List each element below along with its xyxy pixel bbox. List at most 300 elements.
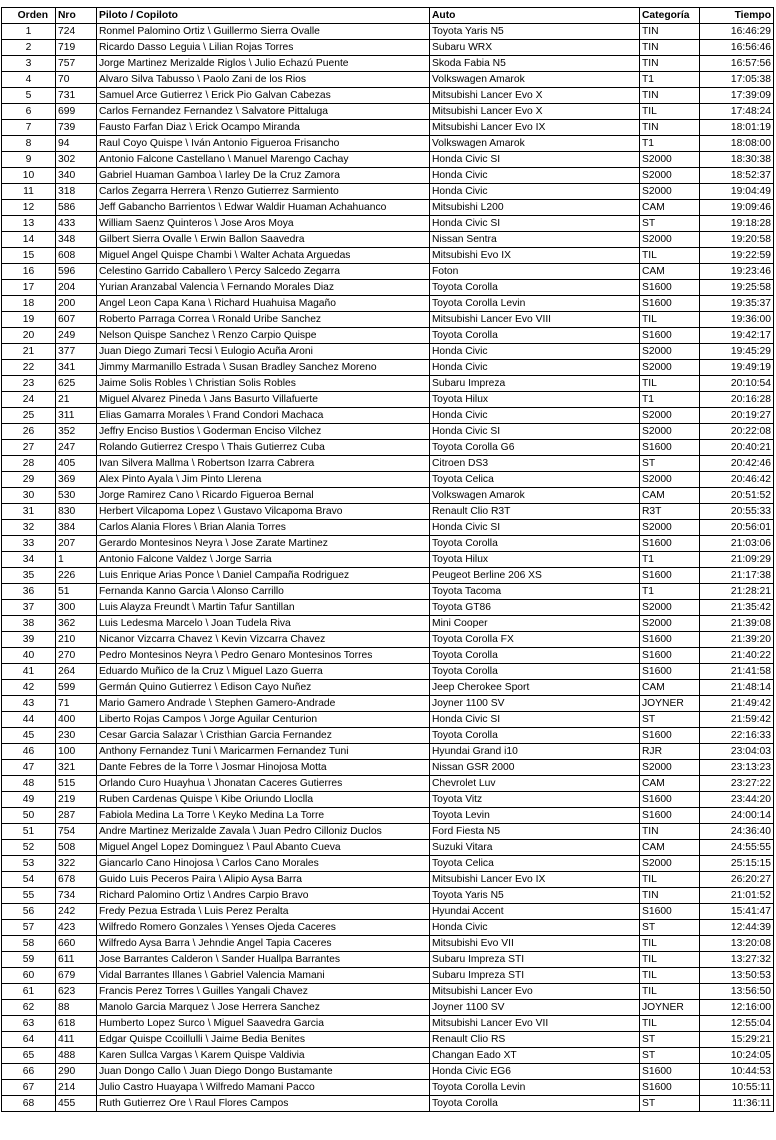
cell-nro: 754 <box>56 824 97 840</box>
cell-nro: 611 <box>56 952 97 968</box>
cell-tiempo: 17:39:09 <box>700 88 774 104</box>
cell-auto: Toyota Corolla FX <box>430 632 640 648</box>
cell-categoria: CAM <box>640 776 700 792</box>
cell-tiempo: 19:35:37 <box>700 296 774 312</box>
cell-tiempo: 17:05:38 <box>700 72 774 88</box>
cell-categoria: TIL <box>640 248 700 264</box>
cell-piloto-copiloto: Giancarlo Cano Hinojosa \ Carlos Cano Morales <box>97 856 430 872</box>
table-row <box>2 1000 774 1016</box>
cell-orden: 2 <box>2 40 56 56</box>
table-row <box>2 232 774 248</box>
cell-orden: 46 <box>2 744 56 760</box>
cell-nro: 488 <box>56 1048 97 1064</box>
header-orden: Orden <box>2 8 56 24</box>
cell-tiempo: 17:48:24 <box>700 104 774 120</box>
cell-nro: 287 <box>56 808 97 824</box>
cell-nro: 362 <box>56 616 97 632</box>
cell-orden: 68 <box>2 1096 56 1112</box>
cell-nro: 1 <box>56 552 97 568</box>
cell-piloto-copiloto: Nelson Quispe Sanchez \ Renzo Carpio Quispe <box>97 328 430 344</box>
cell-auto: Toyota GT86 <box>430 600 640 616</box>
cell-tiempo: 12:44:39 <box>700 920 774 936</box>
cell-auto: Nissan GSR 2000 <box>430 760 640 776</box>
cell-auto: Toyota Corolla <box>430 664 640 680</box>
table-row <box>2 264 774 280</box>
cell-orden: 12 <box>2 200 56 216</box>
table-row <box>2 424 774 440</box>
cell-categoria: TIL <box>640 104 700 120</box>
cell-piloto-copiloto: Juan Diego Zumari Tecsi \ Eulogio Acuña Aroni <box>97 344 430 360</box>
cell-tiempo: 21:35:42 <box>700 600 774 616</box>
cell-nro: 270 <box>56 648 97 664</box>
header-nro: Nro <box>56 8 97 24</box>
cell-tiempo: 18:52:37 <box>700 168 774 184</box>
table-row <box>2 520 774 536</box>
cell-nro: 678 <box>56 872 97 888</box>
cell-auto: Joyner 1100 SV <box>430 696 640 712</box>
cell-nro: 596 <box>56 264 97 280</box>
cell-auto: Chevrolet Luv <box>430 776 640 792</box>
cell-tiempo: 19:45:29 <box>700 344 774 360</box>
cell-tiempo: 21:03:06 <box>700 536 774 552</box>
cell-auto: Renault Clio RS <box>430 1032 640 1048</box>
cell-tiempo: 19:25:58 <box>700 280 774 296</box>
cell-nro: 290 <box>56 1064 97 1080</box>
cell-tiempo: 21:01:52 <box>700 888 774 904</box>
cell-orden: 5 <box>2 88 56 104</box>
cell-categoria: TIN <box>640 120 700 136</box>
cell-categoria: T1 <box>640 392 700 408</box>
table-row <box>2 504 774 520</box>
cell-piloto-copiloto: Orlando Curo Huayhua \ Jhonatan Caceres Gutierres <box>97 776 430 792</box>
cell-tiempo: 10:55:11 <box>700 1080 774 1096</box>
table-row <box>2 152 774 168</box>
cell-categoria: JOYNER <box>640 696 700 712</box>
cell-categoria: S1600 <box>640 904 700 920</box>
cell-tiempo: 21:40:22 <box>700 648 774 664</box>
cell-nro: 586 <box>56 200 97 216</box>
cell-nro: 660 <box>56 936 97 952</box>
cell-auto: Toyota Yaris N5 <box>430 24 640 40</box>
cell-nro: 94 <box>56 136 97 152</box>
cell-auto: Toyota Corolla <box>430 648 640 664</box>
cell-orden: 8 <box>2 136 56 152</box>
cell-orden: 4 <box>2 72 56 88</box>
cell-auto: Honda Civic SI <box>430 424 640 440</box>
cell-piloto-copiloto: Raul Coyo Quispe \ Iván Antonio Figueroa Frisancho <box>97 136 430 152</box>
table-row <box>2 376 774 392</box>
cell-tiempo: 19:18:28 <box>700 216 774 232</box>
cell-nro: 433 <box>56 216 97 232</box>
cell-categoria: S1600 <box>640 1080 700 1096</box>
cell-categoria: TIL <box>640 872 700 888</box>
cell-piloto-copiloto: Luis Alayza Freundt \ Martin Tafur Santillan <box>97 600 430 616</box>
table-row <box>2 296 774 312</box>
cell-nro: 455 <box>56 1096 97 1112</box>
cell-piloto-copiloto: Luis Ledesma Marcelo \ Joan Tudela Riva <box>97 616 430 632</box>
cell-nro: 219 <box>56 792 97 808</box>
cell-tiempo: 16:56:46 <box>700 40 774 56</box>
cell-categoria: S1600 <box>640 728 700 744</box>
cell-orden: 55 <box>2 888 56 904</box>
cell-auto: Honda Civic SI <box>430 712 640 728</box>
cell-piloto-copiloto: Edgar Quispe Ccoillulli \ Jaime Bedia Benites <box>97 1032 430 1048</box>
cell-orden: 31 <box>2 504 56 520</box>
table-row <box>2 1064 774 1080</box>
table-row <box>2 408 774 424</box>
cell-orden: 19 <box>2 312 56 328</box>
cell-categoria: S1600 <box>640 296 700 312</box>
cell-orden: 63 <box>2 1016 56 1032</box>
cell-piloto-copiloto: Jaime Solis Robles \ Christian Solis Robles <box>97 376 430 392</box>
table-row <box>2 216 774 232</box>
cell-piloto-copiloto: Luis Enrique Arias Ponce \ Daniel Campaña Rodriguez <box>97 568 430 584</box>
cell-categoria: S2000 <box>640 168 700 184</box>
cell-nro: 400 <box>56 712 97 728</box>
cell-nro: 423 <box>56 920 97 936</box>
cell-nro: 88 <box>56 1000 97 1016</box>
table-row <box>2 392 774 408</box>
cell-piloto-copiloto: Manolo Garcia Marquez \ Jose Herrera Sanchez <box>97 1000 430 1016</box>
cell-tiempo: 18:08:00 <box>700 136 774 152</box>
cell-tiempo: 20:42:46 <box>700 456 774 472</box>
table-header <box>2 8 774 24</box>
cell-piloto-copiloto: Fausto Farfan Diaz \ Erick Ocampo Miranda <box>97 120 430 136</box>
cell-piloto-copiloto: Miguel Angel Quispe Chambi \ Walter Achata Arguedas <box>97 248 430 264</box>
cell-categoria: S2000 <box>640 856 700 872</box>
cell-tiempo: 20:55:33 <box>700 504 774 520</box>
table-row <box>2 712 774 728</box>
cell-categoria: S2000 <box>640 520 700 536</box>
cell-piloto-copiloto: Ronmel Palomino Ortiz \ Guillermo Sierra Ovalle <box>97 24 430 40</box>
cell-piloto-copiloto: Gerardo Montesinos Neyra \ Jose Zarate Martinez <box>97 536 430 552</box>
cell-orden: 39 <box>2 632 56 648</box>
cell-nro: 405 <box>56 456 97 472</box>
cell-piloto-copiloto: Celestino Garrido Caballero \ Percy Salcedo Zegarra <box>97 264 430 280</box>
table-row <box>2 600 774 616</box>
cell-auto: Honda Civic EG6 <box>430 1064 640 1080</box>
table-row <box>2 904 774 920</box>
cell-categoria: TIN <box>640 40 700 56</box>
table-row <box>2 120 774 136</box>
header-row <box>2 8 774 24</box>
cell-piloto-copiloto: Antonio Falcone Castellano \ Manuel Marengo Cachay <box>97 152 430 168</box>
cell-tiempo: 10:44:53 <box>700 1064 774 1080</box>
cell-orden: 27 <box>2 440 56 456</box>
cell-orden: 9 <box>2 152 56 168</box>
cell-nro: 210 <box>56 632 97 648</box>
table-row <box>2 40 774 56</box>
cell-tiempo: 20:56:01 <box>700 520 774 536</box>
cell-piloto-copiloto: Carlos Zegarra Herrera \ Renzo Gutierrez Sarmiento <box>97 184 430 200</box>
cell-nro: 608 <box>56 248 97 264</box>
results-table <box>1 7 774 1112</box>
cell-nro: 204 <box>56 280 97 296</box>
cell-orden: 37 <box>2 600 56 616</box>
cell-auto: Honda Civic SI <box>430 520 640 536</box>
cell-tiempo: 11:36:11 <box>700 1096 774 1112</box>
cell-categoria: S1600 <box>640 280 700 296</box>
cell-tiempo: 19:36:00 <box>700 312 774 328</box>
cell-piloto-copiloto: Dante Febres de la Torre \ Josmar Hinojosa Motta <box>97 760 430 776</box>
cell-tiempo: 20:10:54 <box>700 376 774 392</box>
cell-piloto-copiloto: Juan Dongo Callo \ Juan Diego Dongo Bustamante <box>97 1064 430 1080</box>
cell-nro: 530 <box>56 488 97 504</box>
cell-orden: 18 <box>2 296 56 312</box>
table-row <box>2 840 774 856</box>
cell-categoria: TIN <box>640 56 700 72</box>
cell-orden: 1 <box>2 24 56 40</box>
table-row <box>2 280 774 296</box>
cell-categoria: CAM <box>640 840 700 856</box>
cell-auto: Peugeot Berline 206 XS <box>430 568 640 584</box>
cell-orden: 3 <box>2 56 56 72</box>
cell-tiempo: 24:55:55 <box>700 840 774 856</box>
cell-categoria: S2000 <box>640 152 700 168</box>
cell-tiempo: 20:46:42 <box>700 472 774 488</box>
cell-piloto-copiloto: Rolando Gutierrez Crespo \ Thais Gutierrez Cuba <box>97 440 430 456</box>
cell-orden: 30 <box>2 488 56 504</box>
cell-nro: 302 <box>56 152 97 168</box>
cell-categoria: TIN <box>640 88 700 104</box>
cell-nro: 623 <box>56 984 97 1000</box>
cell-orden: 65 <box>2 1048 56 1064</box>
table-row <box>2 792 774 808</box>
table-row <box>2 776 774 792</box>
table-row <box>2 536 774 552</box>
cell-orden: 40 <box>2 648 56 664</box>
cell-categoria: TIL <box>640 968 700 984</box>
cell-nro: 679 <box>56 968 97 984</box>
cell-tiempo: 21:28:21 <box>700 584 774 600</box>
cell-nro: 508 <box>56 840 97 856</box>
table-row <box>2 360 774 376</box>
cell-categoria: S1600 <box>640 792 700 808</box>
cell-nro: 247 <box>56 440 97 456</box>
cell-tiempo: 13:56:50 <box>700 984 774 1000</box>
cell-tiempo: 26:20:27 <box>700 872 774 888</box>
cell-tiempo: 16:57:56 <box>700 56 774 72</box>
cell-orden: 17 <box>2 280 56 296</box>
cell-categoria: TIL <box>640 376 700 392</box>
table-row <box>2 88 774 104</box>
cell-auto: Renault Clio R3T <box>430 504 640 520</box>
cell-auto: Honda Civic <box>430 184 640 200</box>
cell-piloto-copiloto: Jeff Gabancho Barrientos \ Edwar Waldir Huaman Achahuanco <box>97 200 430 216</box>
cell-categoria: S1600 <box>640 568 700 584</box>
cell-piloto-copiloto: Mario Gamero Andrade \ Stephen Gamero-Andrade <box>97 696 430 712</box>
cell-nro: 411 <box>56 1032 97 1048</box>
cell-orden: 26 <box>2 424 56 440</box>
cell-nro: 311 <box>56 408 97 424</box>
cell-orden: 38 <box>2 616 56 632</box>
cell-tiempo: 19:20:58 <box>700 232 774 248</box>
table-row <box>2 56 774 72</box>
cell-auto: Hyundai Accent <box>430 904 640 920</box>
cell-auto: Toyota Levin <box>430 808 640 824</box>
cell-auto: Toyota Hilux <box>430 392 640 408</box>
table-row <box>2 856 774 872</box>
cell-orden: 10 <box>2 168 56 184</box>
cell-piloto-copiloto: Carlos Fernandez Fernandez \ Salvatore Pittaluga <box>97 104 430 120</box>
cell-auto: Volkswagen Amarok <box>430 136 640 152</box>
cell-piloto-copiloto: Gilbert Sierra Ovalle \ Erwin Ballon Saavedra <box>97 232 430 248</box>
cell-auto: Subaru Impreza STI <box>430 968 640 984</box>
cell-orden: 20 <box>2 328 56 344</box>
cell-orden: 66 <box>2 1064 56 1080</box>
cell-auto: Mini Cooper <box>430 616 640 632</box>
cell-piloto-copiloto: Antonio Falcone Valdez \ Jorge Sarria <box>97 552 430 568</box>
cell-tiempo: 19:04:49 <box>700 184 774 200</box>
cell-auto: Toyota Hilux <box>430 552 640 568</box>
cell-nro: 739 <box>56 120 97 136</box>
table-row <box>2 440 774 456</box>
cell-nro: 51 <box>56 584 97 600</box>
header-tiempo: Tiempo <box>700 8 774 24</box>
cell-piloto-copiloto: Roberto Parraga Correa \ Ronald Uribe Sanchez <box>97 312 430 328</box>
cell-auto: Nissan Sentra <box>430 232 640 248</box>
table-row <box>2 488 774 504</box>
cell-auto: Suzuki Vitara <box>430 840 640 856</box>
cell-auto: Mitsubishi L200 <box>430 200 640 216</box>
cell-nro: 321 <box>56 760 97 776</box>
cell-nro: 377 <box>56 344 97 360</box>
cell-orden: 49 <box>2 792 56 808</box>
cell-nro: 249 <box>56 328 97 344</box>
cell-piloto-copiloto: Jimmy Marmanillo Estrada \ Susan Bradley Sanchez Moreno <box>97 360 430 376</box>
table-row <box>2 984 774 1000</box>
cell-tiempo: 21:49:42 <box>700 696 774 712</box>
cell-piloto-copiloto: Pedro Montesinos Neyra \ Pedro Genaro Montesinos Torres <box>97 648 430 664</box>
cell-orden: 48 <box>2 776 56 792</box>
cell-categoria: S2000 <box>640 232 700 248</box>
cell-categoria: S2000 <box>640 616 700 632</box>
cell-piloto-copiloto: Ruth Gutierrez Ore \ Raul Flores Campos <box>97 1096 430 1112</box>
cell-piloto-copiloto: Julio Castro Huayapa \ Wilfredo Mamani Pacco <box>97 1080 430 1096</box>
cell-piloto-copiloto: Miguel Alvarez Pineda \ Jans Basurto Villafuerte <box>97 392 430 408</box>
table-row <box>2 472 774 488</box>
table-row <box>2 920 774 936</box>
cell-tiempo: 19:22:59 <box>700 248 774 264</box>
cell-tiempo: 20:22:08 <box>700 424 774 440</box>
cell-categoria: T1 <box>640 552 700 568</box>
cell-auto: Ford Fiesta N5 <box>430 824 640 840</box>
cell-auto: Mitsubishi Lancer Evo IX <box>430 120 640 136</box>
cell-auto: Toyota Corolla Levin <box>430 296 640 312</box>
table-row <box>2 680 774 696</box>
cell-piloto-copiloto: Ricardo Dasso Leguia \ Lilian Rojas Torres <box>97 40 430 56</box>
cell-categoria: S2000 <box>640 184 700 200</box>
cell-piloto-copiloto: Anthony Fernandez Tuni \ Maricarmen Fernandez Tuni <box>97 744 430 760</box>
cell-nro: 607 <box>56 312 97 328</box>
cell-tiempo: 12:55:04 <box>700 1016 774 1032</box>
cell-nro: 699 <box>56 104 97 120</box>
cell-auto: Toyota Celica <box>430 856 640 872</box>
cell-auto: Mitsubishi Lancer Evo <box>430 984 640 1000</box>
cell-auto: Honda Civic <box>430 360 640 376</box>
cell-orden: 42 <box>2 680 56 696</box>
cell-categoria: R3T <box>640 504 700 520</box>
cell-piloto-copiloto: William Saenz Quinteros \ Jose Aros Moya <box>97 216 430 232</box>
cell-tiempo: 23:13:23 <box>700 760 774 776</box>
cell-tiempo: 13:27:32 <box>700 952 774 968</box>
cell-orden: 14 <box>2 232 56 248</box>
cell-categoria: CAM <box>640 680 700 696</box>
cell-nro: 21 <box>56 392 97 408</box>
table-row <box>2 744 774 760</box>
cell-tiempo: 19:42:17 <box>700 328 774 344</box>
cell-auto: Skoda Fabia N5 <box>430 56 640 72</box>
cell-orden: 56 <box>2 904 56 920</box>
cell-auto: Toyota Corolla <box>430 728 640 744</box>
cell-orden: 25 <box>2 408 56 424</box>
cell-auto: Citroen DS3 <box>430 456 640 472</box>
cell-auto: Mitsubishi Lancer Evo X <box>430 104 640 120</box>
cell-orden: 22 <box>2 360 56 376</box>
cell-piloto-copiloto: Wilfredo Romero Gonzales \ Yenses Ojeda Caceres <box>97 920 430 936</box>
table-row <box>2 568 774 584</box>
cell-auto: Mitsubishi Lancer Evo X <box>430 88 640 104</box>
cell-categoria: S2000 <box>640 408 700 424</box>
cell-categoria: TIN <box>640 824 700 840</box>
cell-piloto-copiloto: Carlos Alania Flores \ Brian Alania Torres <box>97 520 430 536</box>
table-row <box>2 168 774 184</box>
cell-orden: 67 <box>2 1080 56 1096</box>
cell-auto: Toyota Celica <box>430 472 640 488</box>
cell-tiempo: 16:46:29 <box>700 24 774 40</box>
table-row <box>2 1048 774 1064</box>
cell-auto: Honda Civic <box>430 408 640 424</box>
cell-nro: 384 <box>56 520 97 536</box>
cell-orden: 24 <box>2 392 56 408</box>
cell-categoria: S1600 <box>640 440 700 456</box>
cell-categoria: S1600 <box>640 328 700 344</box>
cell-orden: 54 <box>2 872 56 888</box>
cell-orden: 59 <box>2 952 56 968</box>
cell-tiempo: 21:39:08 <box>700 616 774 632</box>
cell-orden: 58 <box>2 936 56 952</box>
cell-tiempo: 19:49:19 <box>700 360 774 376</box>
cell-auto: Hyundai Grand i10 <box>430 744 640 760</box>
cell-categoria: ST <box>640 1032 700 1048</box>
cell-orden: 7 <box>2 120 56 136</box>
cell-tiempo: 21:17:38 <box>700 568 774 584</box>
cell-categoria: S1600 <box>640 648 700 664</box>
cell-categoria: S1600 <box>640 632 700 648</box>
cell-auto: Toyota Corolla Levin <box>430 1080 640 1096</box>
cell-auto: Toyota Tacoma <box>430 584 640 600</box>
cell-nro: 830 <box>56 504 97 520</box>
cell-piloto-copiloto: Ivan Silvera Mallma \ Robertson Izarra Cabrera <box>97 456 430 472</box>
cell-orden: 50 <box>2 808 56 824</box>
cell-orden: 64 <box>2 1032 56 1048</box>
cell-categoria: S2000 <box>640 424 700 440</box>
cell-categoria: TIL <box>640 984 700 1000</box>
cell-orden: 23 <box>2 376 56 392</box>
cell-orden: 45 <box>2 728 56 744</box>
cell-auto: Toyota Corolla <box>430 536 640 552</box>
cell-tiempo: 21:48:14 <box>700 680 774 696</box>
table-row <box>2 1016 774 1032</box>
table-row <box>2 936 774 952</box>
cell-piloto-copiloto: Liberto Rojas Campos \ Jorge Aguilar Centurion <box>97 712 430 728</box>
cell-tiempo: 23:27:22 <box>700 776 774 792</box>
cell-piloto-copiloto: Vidal Barrantes Illanes \ Gabriel Valencia Mamani <box>97 968 430 984</box>
cell-categoria: TIL <box>640 936 700 952</box>
cell-orden: 35 <box>2 568 56 584</box>
cell-tiempo: 20:40:21 <box>700 440 774 456</box>
cell-nro: 230 <box>56 728 97 744</box>
